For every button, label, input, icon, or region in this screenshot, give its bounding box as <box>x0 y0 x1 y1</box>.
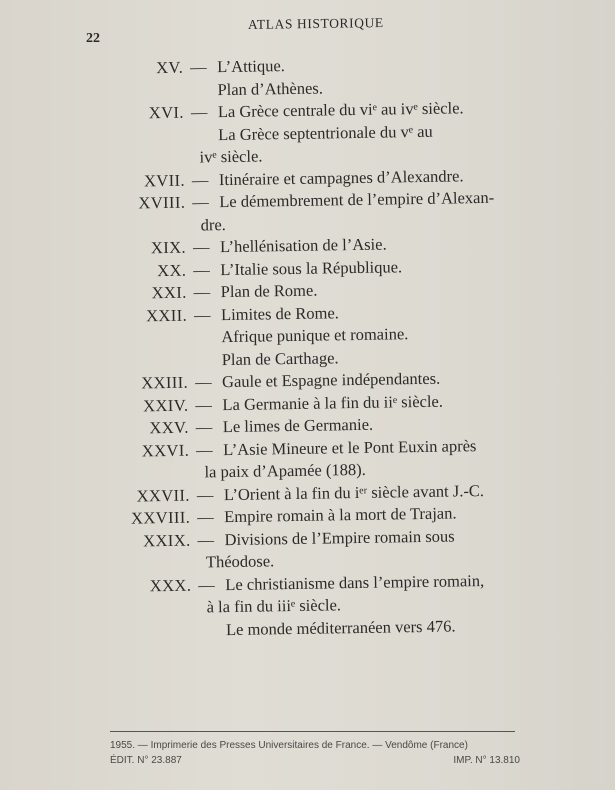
em-dash: — <box>192 192 209 212</box>
plate-number: XXVII. <box>136 485 191 505</box>
plate-number: XV. <box>155 57 184 78</box>
plate-number: XXV. <box>149 417 189 438</box>
plate-number: XXIV. <box>143 395 189 415</box>
plate-number: XXII. <box>145 305 188 325</box>
edit-number: ÉDIT. N° 23.887 <box>110 755 182 766</box>
plate-title: Limites de Rome. <box>220 302 339 324</box>
em-dash: — <box>191 169 209 190</box>
plate-subtitle: Plan d’Athènes. <box>217 78 324 99</box>
plate-number: XVI. <box>148 102 185 123</box>
plate-title: Le limes de Germanie. <box>222 414 374 437</box>
plate-title: L’Orient à la fin du iᵉʳ siècle avant J.-C. <box>223 480 485 504</box>
em-dash: — <box>195 394 213 415</box>
plate-title: L’Italie sous la République. <box>220 256 403 279</box>
plate-title: Divisions de l’Empire romain sous <box>224 525 455 549</box>
plate-title: dre. <box>200 214 226 234</box>
toc-entry <box>4 297 615 374</box>
plate-number: XVII. <box>143 170 186 190</box>
em-dash: — <box>197 507 214 527</box>
em-dash: — <box>194 372 212 392</box>
plate-number: XXIX. <box>143 530 191 550</box>
plate-number: XXVIII. <box>130 507 191 528</box>
running-head: ATLAS HISTORIQUE <box>247 15 384 32</box>
plate-title: La Germanie à la fin du iiᵉ siècle. <box>222 391 444 414</box>
em-dash: — <box>198 574 215 595</box>
em-dash: — <box>190 102 208 122</box>
em-dash: — <box>195 417 213 437</box>
plate-title: Gaule et Espagne indépendantes. <box>221 368 441 392</box>
page-number: 22 <box>86 31 100 46</box>
em-dash: — <box>192 237 210 257</box>
toc-entry <box>1 95 615 172</box>
plate-subtitle: Afrique punique et romaine. <box>221 324 409 347</box>
footer-divider <box>110 731 515 732</box>
plate-subtitle: Le monde méditerranéen vers 476. <box>225 615 456 639</box>
plate-title: Le christianisme dans l’empire romain, <box>225 570 485 594</box>
table-of-contents <box>0 50 615 645</box>
plate-subtitle: Plan de Carthage. <box>221 347 339 369</box>
plate-subtitle: ivᵉ siècle. <box>199 146 263 167</box>
imp-number: IMP. N° 13.810 <box>453 755 520 766</box>
em-dash: — <box>193 304 211 325</box>
plate-number: XVIII. <box>138 192 186 213</box>
plate-number: XXX. <box>149 575 192 595</box>
em-dash: — <box>196 484 214 505</box>
plate-title: L’Asie Mineure et le Pont Euxin après <box>223 435 477 459</box>
plate-number: XXVI. <box>141 440 190 460</box>
plate-title: la paix d’Apamée (188). <box>204 459 366 482</box>
plate-number: XXIII. <box>141 372 189 393</box>
imprint-line <box>110 740 520 751</box>
em-dash: — <box>193 259 210 280</box>
toc-entry <box>8 567 615 644</box>
plate-title: L’hellénisation de l’Asie. <box>219 234 387 257</box>
plate-number: XIX. <box>150 237 187 258</box>
imprint-numbers <box>110 755 520 766</box>
plate-title: à la fin du iiiᵉ siècle. <box>206 595 342 617</box>
plate-title: Empire romain à la mort de Trajan. <box>224 503 457 527</box>
plate-title: Théodose. <box>205 551 275 572</box>
plate-subtitle: La Grèce septentrionale du vᵉ au <box>218 121 433 144</box>
imprint-text: 1955. — Imprimerie des Presses Universitaires de France. — Vendôme (France) <box>110 740 468 751</box>
em-dash: — <box>190 57 207 77</box>
plate-title: La Grèce centrale du viᵉ au ivᵉ siècle. <box>217 98 464 122</box>
em-dash: — <box>196 439 213 460</box>
plate-number: XX. <box>157 260 187 280</box>
plate-title: Le démembrement de l’empire d’Alexan- <box>219 187 495 212</box>
plate-title: L’Attique. <box>217 56 285 77</box>
plate-title: Plan de Rome. <box>220 280 318 302</box>
em-dash: — <box>193 282 211 302</box>
plate-title: Itinéraire et campagnes d’Alexandre. <box>218 165 464 189</box>
em-dash: — <box>197 529 215 550</box>
plate-number: XXI. <box>151 282 187 303</box>
